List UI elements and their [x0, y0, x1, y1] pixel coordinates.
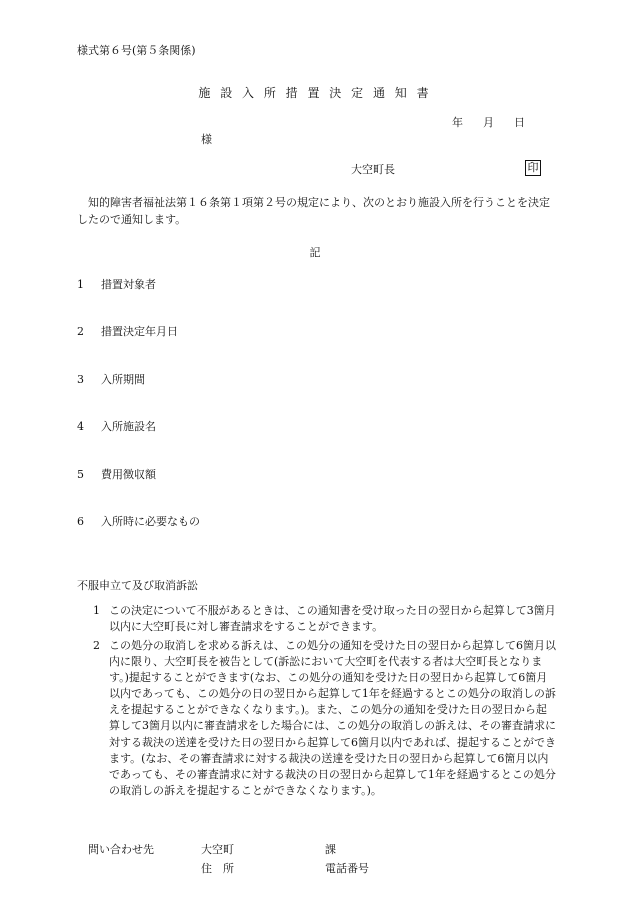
item-4: 4 入所施設名 — [77, 420, 156, 433]
item-2: 2 措置決定年月日 — [77, 325, 178, 338]
item-3: 3 入所期間 — [77, 373, 145, 386]
recipient-suffix: 様 — [201, 133, 212, 146]
notice-body: 知的障害者福祉法第１６条第１項第２号の規定により、次のとおり施設入所を行うことを決定したので通知します。 — [77, 196, 550, 226]
contact-address-label: 住 所 — [201, 862, 234, 875]
form-number: 様式第６号(第５条関係) — [77, 44, 196, 57]
appeal-clause-2: 2 この処分の取消しを求める訴えは、この処分の通知を受けた日の翌日から起算して6箇月以内に限り、大空町長を被告として(訴訟において大空町を代表する者は大空町長となります。)提起することができます(なお、この処分の通知を受けた日の翌日から起算して6箇月以内であっても、この処分の日の翌日から起算して1年を経過するとこの処分の取消しの訴えを提起することができなくなります。)。また、この処分の通知を受けた日の翌日から起算して3箇月以内に審査請求をした場合には、この処分の取消しの訴えは、その審査請求に対する裁決の送達を受けた日の翌日から起算して6箇月以内であれば、提起することができます。(なお、その審査請求に対する裁決の送達を受けた日の翌日から起算して6箇月以内であっても、その審査請求に対する裁決の日の翌日から起算して1年を経過するとこの処分の取消しの訴えを提起することができなくなります。)。 — [93, 639, 556, 797]
seal-mark: 印 — [525, 160, 541, 176]
appeal-clause-1: 1 この決定について不服があるときは、この通知書を受け取った日の翌日から起算して3箇月以内に大空町長に対し審査請求をすることができます。 — [93, 604, 556, 634]
date-line — [452, 114, 525, 130]
appeal-title: 不服申立て及び取消訴訟 — [77, 579, 198, 592]
item-5: 5 費用徴収額 — [77, 468, 156, 481]
item-1: 1 措置対象者 — [77, 278, 156, 291]
issuer-name: 大空町長 — [351, 163, 395, 176]
date-day: 日 — [514, 116, 525, 129]
contact-section: 課 — [325, 843, 336, 856]
contact-label: 問い合わせ先 — [88, 843, 154, 856]
ki-heading: 記 — [309, 246, 321, 259]
item-6: 6 入所時に必要なもの — [77, 515, 200, 528]
document-title: 施 設 入 所 措 置 決 定 通 知 書 — [198, 86, 432, 100]
date-month: 月 — [483, 116, 494, 129]
contact-phone-label: 電話番号 — [325, 862, 369, 875]
contact-town: 大空町 — [201, 843, 234, 856]
date-year: 年 — [452, 116, 463, 129]
